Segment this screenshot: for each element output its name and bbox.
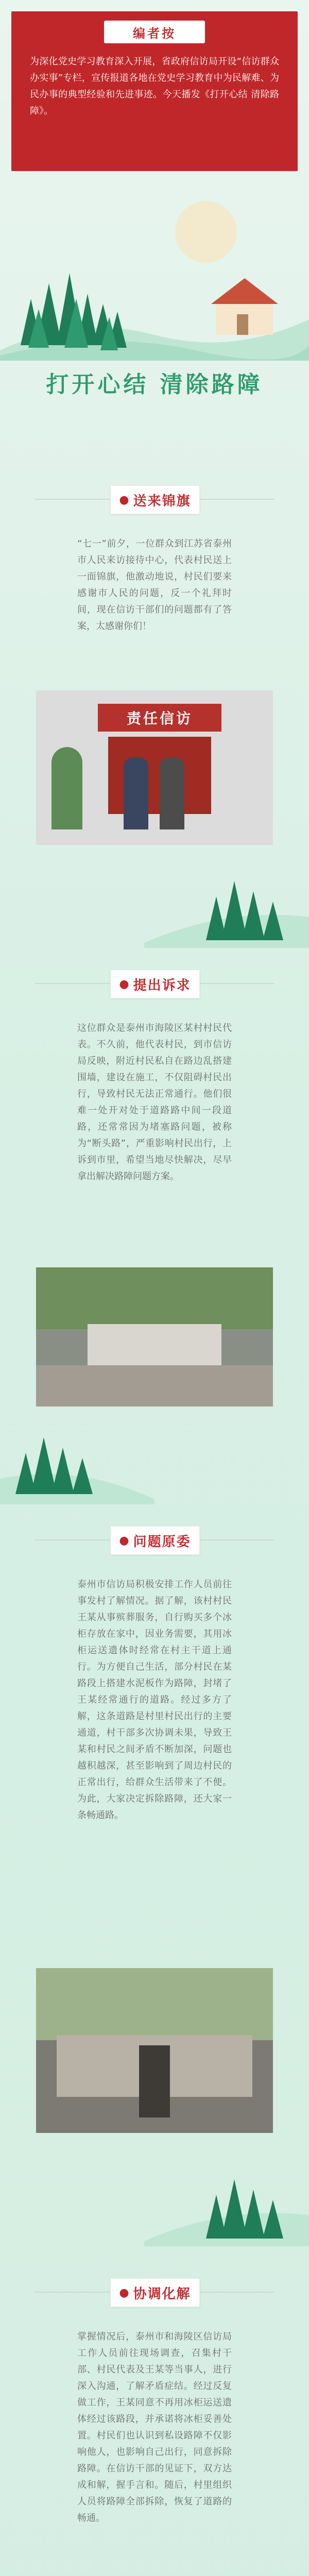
hero-landscape xyxy=(0,196,309,361)
section-text-3: 泰州市信访局积极安排工作人员前往事发村了解情况。据了解，该村村民王某从事殡葬服务，自行购买多个冰柜存放在家中，因业务需要，其用冰柜运送遗体时经常在村主干道上通行。为方便自己生活，部分村民在某路段上搭建水泥板作为路障，封堵了王某经常通行的道路。经过多方了解，这条道路是村里村民出行的主要通道，村干部多次协调未果，导致王某和村民之间矛盾不断加深，问题也越积越深，甚至影响到了周边村民的正常出行，给群众生活带来了不便。为此，大家决定拆除路障，还大家一条畅通路。 xyxy=(77,1579,232,1821)
banner-title: 责任信访 xyxy=(98,704,221,732)
tree-decoration-3 xyxy=(144,2143,309,2246)
hero-title: 打开心结 清除路障 xyxy=(46,371,263,398)
section-label: 送来锦旗 xyxy=(133,493,191,509)
section-label: 问题原委 xyxy=(133,1534,191,1550)
editor-note-badge: 编者按 xyxy=(104,21,205,43)
section-header-1 xyxy=(0,479,309,520)
bullet-icon: ● xyxy=(119,493,129,506)
section-text-1: “七一”前夕，一位群众到江苏省泰州市人民来访接待中心，代表村民送上一面锦旗，他激动地说，村民们要来感谢市人民的问题，反一个礼拜时间，现在信访干部们的问题都有了答案，太感谢你们！ xyxy=(77,538,232,632)
tree-decoration-2 xyxy=(0,1401,154,1504)
section-header-4 xyxy=(0,2272,309,2313)
section-label: 协调化解 xyxy=(133,2286,191,2302)
tree-decoration-1 xyxy=(144,845,309,948)
photo-roadblock xyxy=(36,1267,273,1406)
photo-road-barrier xyxy=(36,1968,273,2133)
bullet-icon: ● xyxy=(119,1534,129,1547)
hero-illustration xyxy=(0,180,309,438)
bullet-icon: ● xyxy=(119,2286,129,2299)
editor-note-text: 为深化党史学习教育深入开展，省政府信访局开设“信访群众办实事”专栏，宣传报道各地在党史学习教育中为民解难、为民办事的典型经验和先进事迹。今天播发《打开心结 清除路障》。 xyxy=(30,56,279,116)
section-label: 提出诉求 xyxy=(133,977,191,993)
section-text-2: 这位群众是泰州市海陵区某村村民代表。不久前，他代表村民，到市信访局反映，附近村民私自在路边乱搭建围墙，建设在施工，不仅阻碍村民出行，导致村民无法正常通行。他们很难一处开对处于道路路中间一段道路，还常常因为堵塞路问题，被称为“断头路”，严重影响村民出行，上诉到市里，希望当地尽快解决，尽早拿出解决路障问题方案。 xyxy=(77,1023,232,1182)
photo-banner-presentation xyxy=(36,690,273,845)
section-text-4: 掌握情况后，泰州市和海陵区信访局工作人员前往现场调查，召集村干部、村民代表及王某等当事人，进行深入沟通，了解矛盾症结。经过反复做工作，王某同意不再用冰柜运送遗体经过该路段，并承诺将冰柜妥善处置。村民们也认识到私设路障不仅影响他人，也影响自己出行，同意拆除路障。在信访干部的见证下，双方达成和解，握手言和。随后，村里组织人员将路障全部拆除，恢复了道路的畅通。 xyxy=(77,2331,232,2523)
editor-note-card xyxy=(11,11,298,171)
section-header-2 xyxy=(0,963,309,1005)
section-header-3 xyxy=(0,1520,309,1561)
bullet-icon: ● xyxy=(119,977,129,991)
